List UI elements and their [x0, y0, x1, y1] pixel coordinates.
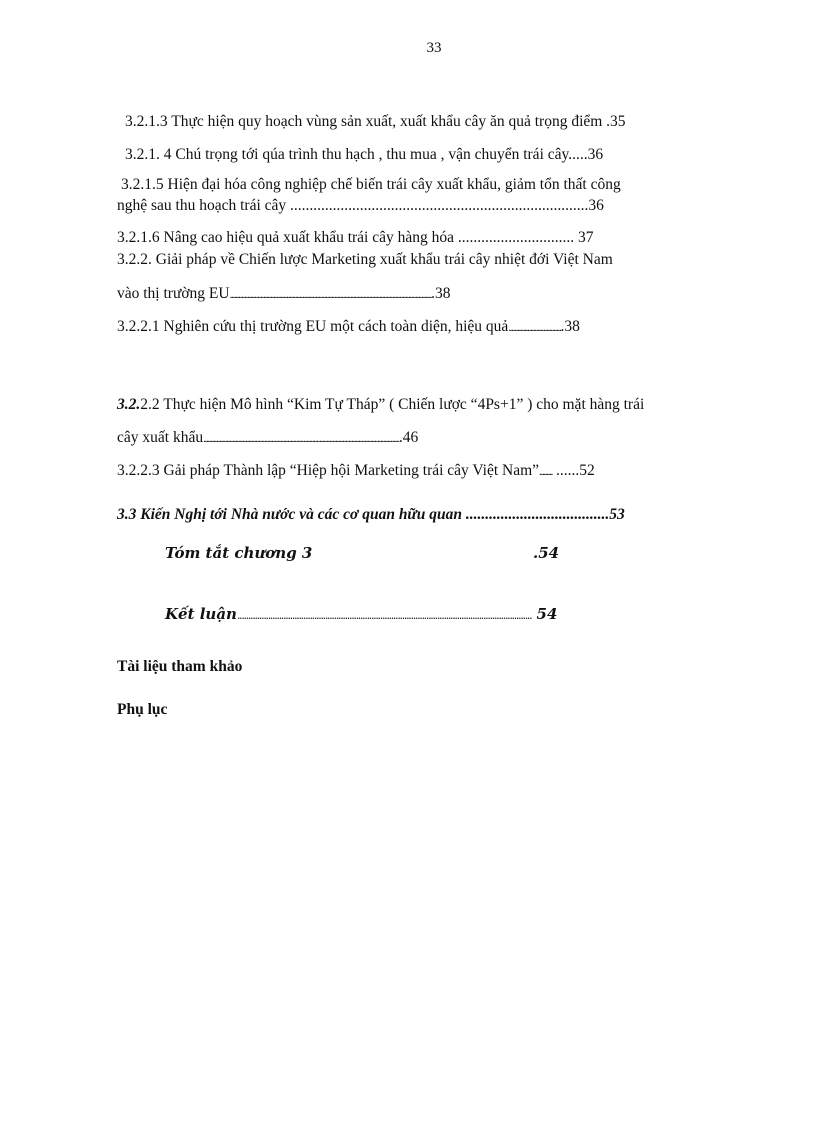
dot-leader: ....................................................................................................................................... [203, 433, 399, 445]
toc-entry-3-2-2-line2 [117, 284, 451, 305]
references-entry: Tài liệu tham khảo [117, 658, 243, 675]
toc-entry-3-2-1-6: 3.2.1.6 Nâng cao hiệu quả xuất khẩu trái cây hàng hóa .............................. 37 [117, 229, 594, 246]
dot-leader: ...................................................................................................................................... [236, 609, 532, 622]
conclusion-entry [165, 604, 557, 626]
toc-page-ref: ......52 [552, 462, 595, 479]
toc-entry-text: 2.2 Thực hiện Mô hình “Kim Tự Tháp” ( Chiến lược “4Ps+1” ) cho mặt hàng trái [140, 396, 645, 413]
toc-entry-text: 3.2.2.1 Nghiên cứu thị trường EU một cách toàn diện, hiệu quả [117, 318, 509, 335]
toc-entry-3-2-2-line1: 3.2.2. Giải pháp về Chiến lược Marketing xuất khẩu trái cây nhiệt đới Việt Nam [117, 251, 613, 268]
summary-chapter-3-label: Tóm tắt chương 3 [165, 544, 313, 562]
toc-entry-3-2-1-5-line1: 3.2.1.5 Hiện đại hóa công nghiệp chế biến trái cây xuất khẩu, giảm tổn thất công [121, 176, 621, 193]
toc-entry-text: cây xuất khẩu [117, 429, 204, 446]
toc-entry-3-2-1-4: 3.2.1. 4 Chú trọng tới qúa trình thu hạch , thu mua , vận chuyển trái cây.....36 [125, 146, 604, 163]
page-number: 33 [426, 40, 442, 56]
toc-entry-prefix: 3.2. [117, 396, 141, 413]
dot-leader: ........................................................................................................................................... [229, 289, 432, 301]
toc-entry-3-2-2-2-line1 [117, 395, 644, 415]
toc-page-ref: .46 [398, 429, 419, 446]
toc-page-ref: .38 [560, 318, 580, 335]
toc-entry-3-2-1-5-line2: nghệ sau thu hoạch trái cây .............................................................................36 [117, 197, 604, 214]
toc-entry-text: 3.2.2.3 Gải pháp Thành lập “Hiệp hội Marketing trái cây Việt Nam” [117, 462, 540, 479]
toc-entry-3-2-2-2-line2 [117, 428, 418, 449]
conclusion-page: 54 [531, 605, 558, 623]
conclusion-label: Kết luận [165, 605, 237, 623]
summary-chapter-3-page: .54 [533, 544, 560, 562]
toc-entry-text: vào thị trường EU [117, 285, 230, 302]
dot-leader: .................................... [508, 322, 561, 334]
toc-entry-3-3: 3.3 Kiến Nghị tới Nhà nước và các cơ quan hữu quan .....................................53 [117, 506, 625, 523]
toc-entry-3-2-2-3 [117, 461, 595, 482]
toc-entry-3-2-2-1 [117, 317, 580, 338]
toc-page-ref: .38 [431, 285, 451, 302]
appendix-entry: Phụ lục [117, 701, 168, 718]
toc-entry-3-2-1-3: 3.2.1.3 Thực hiện quy hoạch vùng sản xuất, xuất khẩu cây ăn quả trọng điểm .35 [125, 113, 626, 130]
dot-leader: ......... [539, 466, 553, 478]
